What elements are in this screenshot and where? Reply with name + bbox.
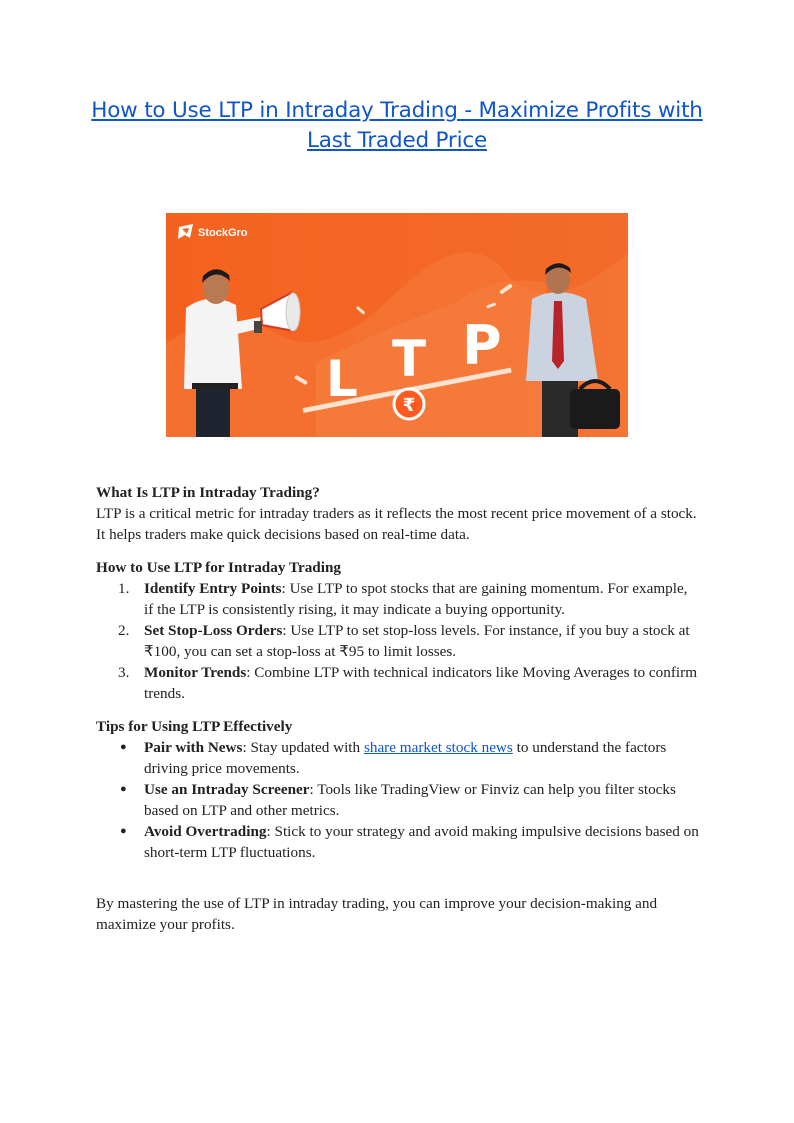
bullet-icon: ● [120, 741, 127, 753]
list-item-text: : Use LTP to spot stocks that are gaining momentum. For example, if the LTP is consistently rising, it may indicate a buying opportunity. [144, 580, 688, 618]
rupee-icon: ₹ [402, 395, 416, 416]
letter-t: T [392, 330, 427, 388]
bulleted-list [96, 737, 700, 863]
list-item [96, 578, 700, 620]
share-market-news-link[interactable]: share market stock news [363, 739, 513, 756]
letter-p: P [462, 314, 502, 377]
list-number: 2. [118, 622, 130, 639]
list-item [96, 737, 700, 779]
bullet-icon: ● [120, 825, 127, 837]
list-item-text: : Stay updated with [242, 739, 364, 756]
section-heading-tips: Tips for Using LTP Effectively [96, 718, 293, 735]
article-body [96, 482, 700, 935]
section-heading-what-is-ltp: What Is LTP in Intraday Trading? [96, 484, 320, 501]
list-item-term: Avoid Overtrading [144, 823, 267, 840]
list-item-term: Monitor Trends [144, 664, 247, 681]
numbered-list [96, 578, 700, 704]
list-item [96, 620, 700, 662]
stockgro-logo [178, 224, 248, 239]
list-item-text: : Stick to your strategy and avoid making impulsive decisions based on short-term LTP fluctuations. [144, 823, 699, 861]
section-paragraph-what-is-ltp: LTP is a critical metric for intraday traders as it reflects the most recent price movement of a stock. It helps traders make quick decisions based on real-time data. [96, 505, 697, 543]
list-item [96, 662, 700, 704]
list-item-term: Pair with News [144, 739, 243, 756]
title-line-2[interactable]: Last Traded Price [306, 128, 487, 153]
list-number: 1. [118, 580, 130, 597]
list-item-term: Use an Intraday Screener [144, 781, 310, 798]
section-heading-how-to-use: How to Use LTP for Intraday Trading [96, 559, 341, 576]
banner-image [166, 213, 628, 437]
letter-l: L [326, 350, 358, 408]
brand-name: StockGro [198, 227, 248, 239]
closing-paragraph: By mastering the use of LTP in intraday trading, you can improve your decision-making and maximize your profits. [96, 895, 658, 933]
list-item-text: : Combine LTP with technical indicators like Moving Averages to confirm trends. [144, 664, 698, 702]
list-item [96, 821, 700, 863]
list-number: 3. [118, 664, 130, 681]
page-title[interactable] [90, 96, 704, 156]
list-item-term: Identify Entry Points [144, 580, 282, 597]
list-item-text: to understand the factors driving price movements. [144, 739, 667, 777]
list-item-text: : Tools like TradingView or Finviz can help you filter stocks based on LTP and other metrics. [144, 781, 676, 819]
list-item-text: : Use LTP to set stop-loss levels. For instance, if you buy a stock at ₹100, you can set a stop-loss at ₹95 to limit losses. [144, 622, 690, 660]
list-item-term: Set Stop-Loss Orders [144, 622, 283, 639]
title-line-1[interactable]: How to Use LTP in Intraday Trading - Maximize Profits with [91, 98, 703, 123]
list-item [96, 779, 700, 821]
bullet-icon: ● [120, 783, 127, 795]
